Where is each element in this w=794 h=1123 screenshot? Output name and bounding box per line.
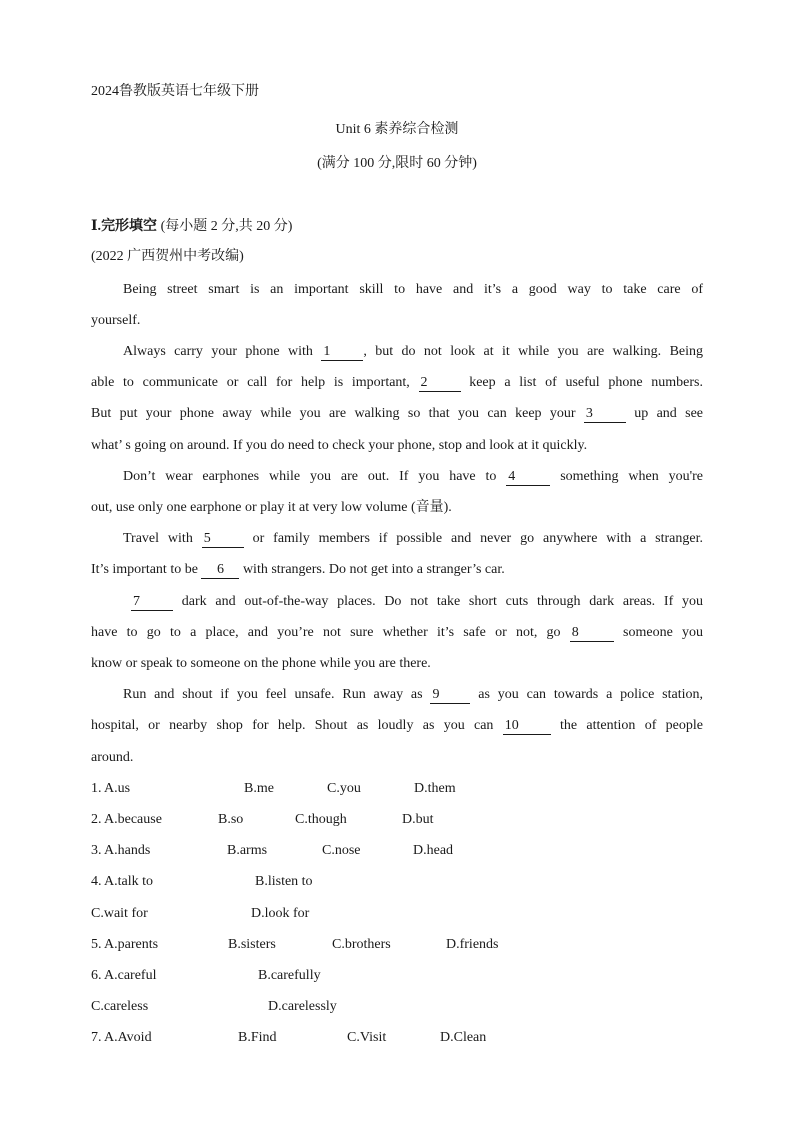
option-a: A.us <box>104 781 131 796</box>
section-number: Ⅰ. <box>91 219 102 234</box>
passage-line: what’ s going on around. If you do need to check your phone, stop and look at it quickly. <box>91 438 588 453</box>
option-b: B.listen to <box>255 874 313 889</box>
option-c: C.careless <box>91 999 149 1014</box>
passage-text: hospital, or nearby shop for help. Shout as loudly as you can <box>91 718 494 733</box>
option-c: C.you <box>327 781 361 796</box>
passage-line <box>91 623 703 643</box>
option-b: B.me <box>244 781 274 796</box>
passage-text: But put your phone away while you are walking so that you can keep your <box>91 406 576 421</box>
question-3-num: 3. <box>91 843 102 858</box>
question-1-num: 1. <box>91 781 102 796</box>
blank-5: 5 <box>202 530 244 548</box>
passage-text: or family members if possible and never go anywhere with a stranger. <box>252 531 703 546</box>
passage-text: the attention of people <box>560 718 703 733</box>
blank-9: 9 <box>430 686 470 704</box>
option-d: D.Clean <box>440 1030 487 1045</box>
option-d: D.but <box>402 812 434 827</box>
blank-8: 8 <box>570 624 614 642</box>
option-c: C.though <box>295 812 347 827</box>
passage-line: out, use only one earphone or play it at very low volume (音量). <box>91 500 452 515</box>
section-title: 完形填空 <box>101 219 158 234</box>
option-a: A.Avoid <box>104 1030 152 1045</box>
option-b: B.sisters <box>228 937 276 952</box>
passage-line: around. <box>91 750 134 765</box>
book-title: 2024鲁教版英语七年级下册 <box>91 84 259 99</box>
option-c: C.wait for <box>91 906 148 921</box>
passage-line <box>123 342 703 362</box>
passage-text: It’s important to be <box>91 562 198 577</box>
passage-text: with strangers. Do not get into a stranger’s car. <box>242 562 505 577</box>
passage-text: dark and out-of-the-way places. Do not take short cuts through dark areas. If you <box>181 594 703 609</box>
option-c: C.brothers <box>332 937 391 952</box>
section-score: (每小题 2 分,共 20 分) <box>160 219 293 234</box>
passage-text: keep a list of useful phone numbers. <box>469 375 703 390</box>
blank-6: 6 <box>201 561 239 579</box>
option-a: A.parents <box>104 937 159 952</box>
passage-line <box>91 560 703 580</box>
option-d: D.carelessly <box>268 999 337 1014</box>
question-5-num: 5. <box>91 937 102 952</box>
section-heading <box>91 217 703 237</box>
option-c: C.nose <box>322 843 361 858</box>
option-b: B.arms <box>227 843 268 858</box>
option-a: A.talk to <box>104 874 153 889</box>
option-d: D.them <box>414 781 456 796</box>
passage-line: know or speak to someone on the phone while you are there. <box>91 656 431 671</box>
passage-text: able to communicate or call for help is important, <box>91 375 410 390</box>
passage-line: Being street smart is an important skill to have and it’s a good way to take care of <box>123 282 703 297</box>
question-2-num: 2. <box>91 812 102 827</box>
passage-line <box>91 716 703 736</box>
option-d: D.look for <box>251 906 310 921</box>
passage-line <box>123 685 703 705</box>
option-b: B.so <box>218 812 244 827</box>
passage-text: up and see <box>634 406 704 421</box>
blank-7: 7 <box>131 593 173 611</box>
section-source: (2022 广西贺州中考改编) <box>91 249 244 264</box>
question-4-num: 4. <box>91 874 102 889</box>
passage-text: have to go to a place, and you’re not sure whether it’s safe or not, go <box>91 625 561 640</box>
blank-2: 2 <box>419 374 461 392</box>
passage-text: Run and shout if you feel unsafe. Run away as <box>123 687 423 702</box>
passage-line <box>91 404 703 424</box>
option-a: A.careful <box>104 968 157 983</box>
option-d: D.head <box>413 843 454 858</box>
option-a: A.because <box>104 812 162 827</box>
exam-info: (满分 100 分,限时 60 分钟) <box>317 156 477 171</box>
passage-line <box>91 373 703 393</box>
passage-line: yourself. <box>91 313 141 328</box>
passage-line <box>123 467 703 487</box>
option-c: C.Visit <box>347 1030 387 1045</box>
blank-3: 3 <box>584 405 626 423</box>
unit-title: Unit 6 素养综合检测 <box>335 122 459 137</box>
passage-text: someone you <box>623 625 704 640</box>
question-6-num: 6. <box>91 968 102 983</box>
option-a: A.hands <box>104 843 151 858</box>
option-b: B.carefully <box>258 968 321 983</box>
passage-text: Always carry your phone with <box>123 344 313 359</box>
blank-1: 1 <box>321 343 363 361</box>
question-7-num: 7. <box>91 1030 102 1045</box>
passage-text: , but do not look at it while you are walking. Being <box>363 344 704 359</box>
passage-text: Travel with <box>123 531 193 546</box>
passage-line <box>123 529 703 549</box>
option-d: D.friends <box>446 937 499 952</box>
passage-line <box>131 592 703 612</box>
blank-10: 10 <box>503 717 551 735</box>
blank-4: 4 <box>506 468 550 486</box>
passage-text: as you can towards a police station, <box>478 687 704 702</box>
option-b: B.Find <box>238 1030 277 1045</box>
passage-text: something when you're <box>560 469 704 484</box>
passage-text: Don’t wear earphones while you are out. If you have to <box>123 469 497 484</box>
